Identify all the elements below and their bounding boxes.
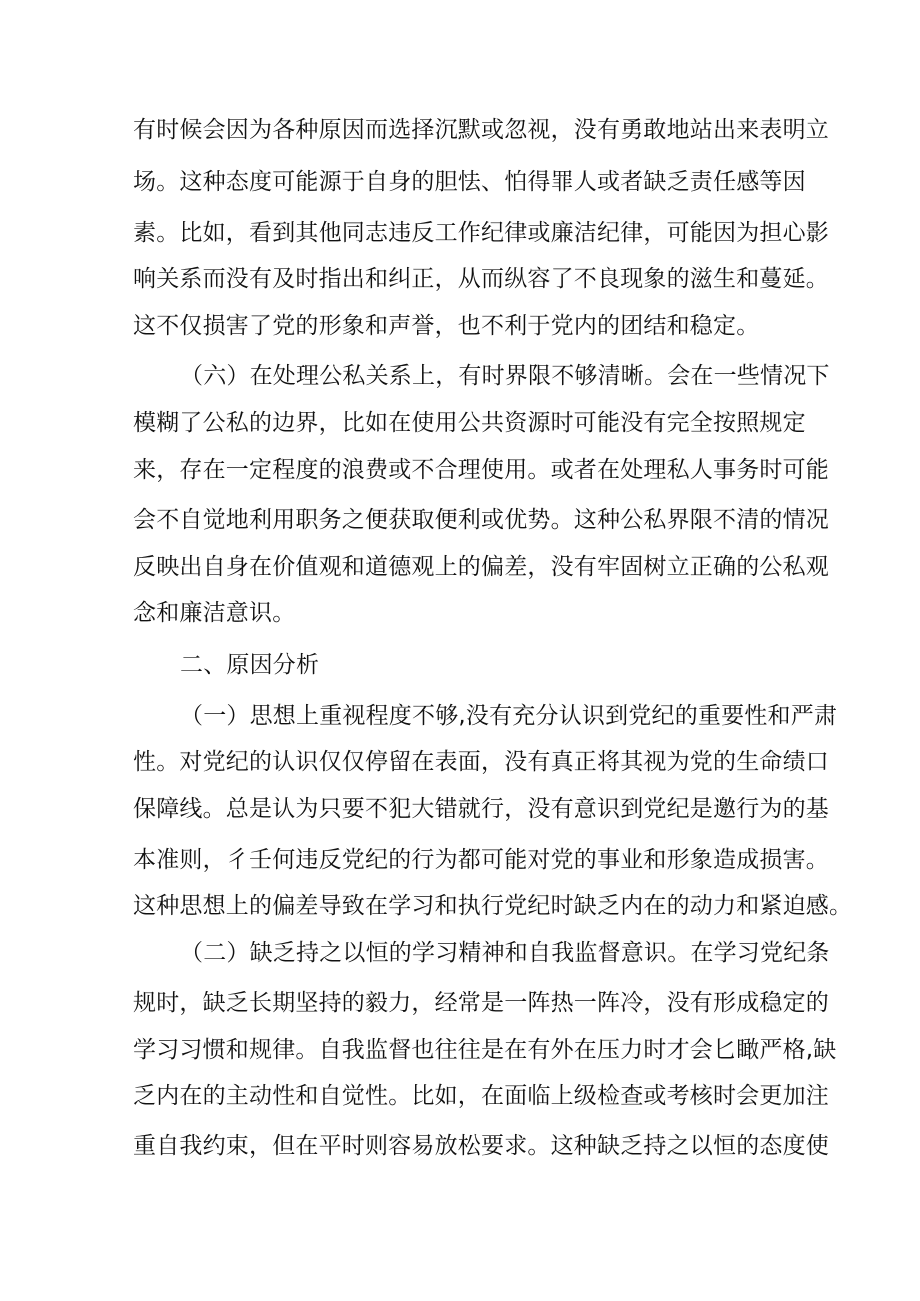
text-line: 保障线。总是认为只要不犯大错就行，没有意识到党纪是邀行为的基 xyxy=(133,796,829,822)
text-line: 这种思想上的偏差导致在学习和执行党纪时缺乏内在的动力和紧迫感。 xyxy=(133,893,853,919)
paragraph-heading-six: （六）在处理公私关系上，有时界限不够清晰。会在一些情况下 xyxy=(180,363,830,389)
text-line: 素。比如，看到其他同志违反工作纪律或廉洁纪律，可能因为担心影 xyxy=(133,220,829,246)
text-line: 性。对党纪的认识仅仅停留在表面，没有真正将其视为党的生命绩口 xyxy=(133,749,829,775)
text-line: 本准则，彳壬何违反党纪的行为都可能对党的事业和形象造成损害。 xyxy=(133,847,829,873)
section-heading-cause-analysis: 二、原因分析 xyxy=(180,652,320,678)
text-line: 响关系而没有及时指出和纠正，从而纵容了不良现象的滋生和蔓延。 xyxy=(133,266,829,292)
paragraph-heading-two: （二）缺乏持之以恒的学习精神和自我监督意识。在学习党纪条 xyxy=(180,940,830,966)
text-line: 会不自觉地利用职务之便获取便利或优势。这种公私界限不清的情况 xyxy=(133,507,829,533)
text-line: 重自我约束，但在平时则容易放松要求。这种缺乏持之以恒的态度使 xyxy=(133,1133,829,1159)
text-line: 反映出自身在价值观和道德观上的偏差，没有牢固树立正确的公私观 xyxy=(133,554,829,580)
text-line: 模糊了公私的边界，比如在使用公共资源时可能没有完全按照规定 xyxy=(133,410,806,436)
text-line: 有时候会因为各种原因而选择沉默或忽视，没有勇敢地站出来表明立 xyxy=(133,117,829,143)
text-line: 来，存在一定程度的浪费或不合理使用。或者在处理私人事务时可能 xyxy=(133,457,829,483)
text-line: 场。这种态度可能源于自身的胆怯、怕得罪人或者缺乏责任感等因 xyxy=(133,169,806,195)
text-line: 这不仅损害了党的形象和声誉，也不利于党内的团结和稳定。 xyxy=(133,313,760,339)
text-line: 念和廉洁意识。 xyxy=(133,600,296,626)
text-line: 乏内在的主动性和自觉性。比如，在面临上级检查或考核时会更加注 xyxy=(133,1083,829,1109)
paragraph-heading-one: （一）思想上重视程度不够,没有充分认识到党纪的重要性和严肃 xyxy=(180,703,838,729)
text-line: 规时，缺乏长期坚持的毅力，经常是一阵热一阵冷，没有形成稳定的 xyxy=(133,990,829,1016)
text-line: 学习习惯和规律。自我监督也往往是在有外在压力时才会匕瞰严格,缺 xyxy=(133,1037,837,1063)
